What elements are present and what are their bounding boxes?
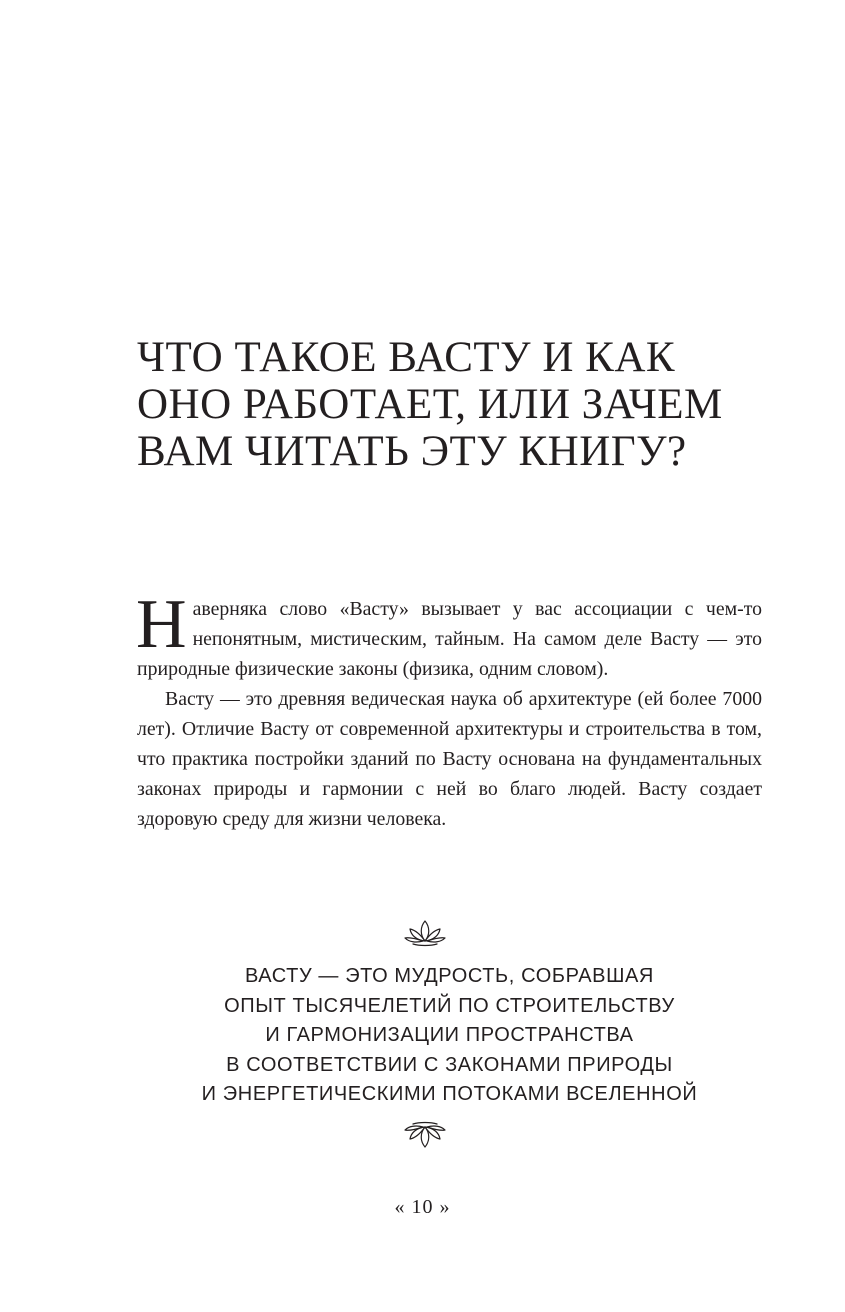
paragraph-1-text: аверняка слово «Васту» вызывает у вас ассоциации с чем-то непонятным, мистическим, тайным. На самом деле Васту — это природные физические законы (физика, одним словом). [137, 598, 762, 680]
page-number: « 10 » [394, 1196, 451, 1218]
paragraph-2: Васту — это древняя ведическая наука об архитектуре (ей более 7000 лет). Отличие Васту от современной архитектуры и строительства в том, что практика постройки зданий по Васту основана на фундаментальных законах природы и гармонии с ней во благо людей. Васту создает здоровую среду для жизни человека. [137, 688, 762, 830]
quote-line: И ГАРМОНИЗАЦИИ ПРОСТРАНСТВА [265, 1024, 634, 1046]
drop-cap: Н [136, 586, 187, 663]
chapter-title [137, 334, 737, 475]
lotus-icon-inverted [403, 1120, 447, 1150]
chapter-title-line: ВАМ ЧИТАТЬ ЭТУ КНИГУ? [137, 428, 687, 475]
quote-line: И ЭНЕРГЕТИЧЕСКИМИ ПОТОКАМИ ВСЕЛЕННОЙ [201, 1083, 698, 1105]
quote-line: ОПЫТ ТЫСЯЧЕЛЕТИЙ ПО СТРОИТЕЛЬСТВУ [224, 994, 675, 1017]
chapter-title-line: ЧТО ТАКОЕ ВАСТУ И КАК [137, 334, 676, 381]
quote-line: ВАСТУ — ЭТО МУДРОСТЬ, СОБРАВШАЯ [245, 965, 654, 987]
quote-line: В СООТВЕТСТВИИ С ЗАКОНАМИ ПРИРОДЫ [226, 1053, 673, 1076]
chapter-title-line: ОНО РАБОТАЕТ, ИЛИ ЗАЧЕМ [137, 381, 723, 428]
lotus-icon [403, 918, 447, 948]
highlight-quote [137, 962, 762, 1110]
paragraph-1 [136, 586, 762, 684]
body-text [136, 586, 762, 834]
